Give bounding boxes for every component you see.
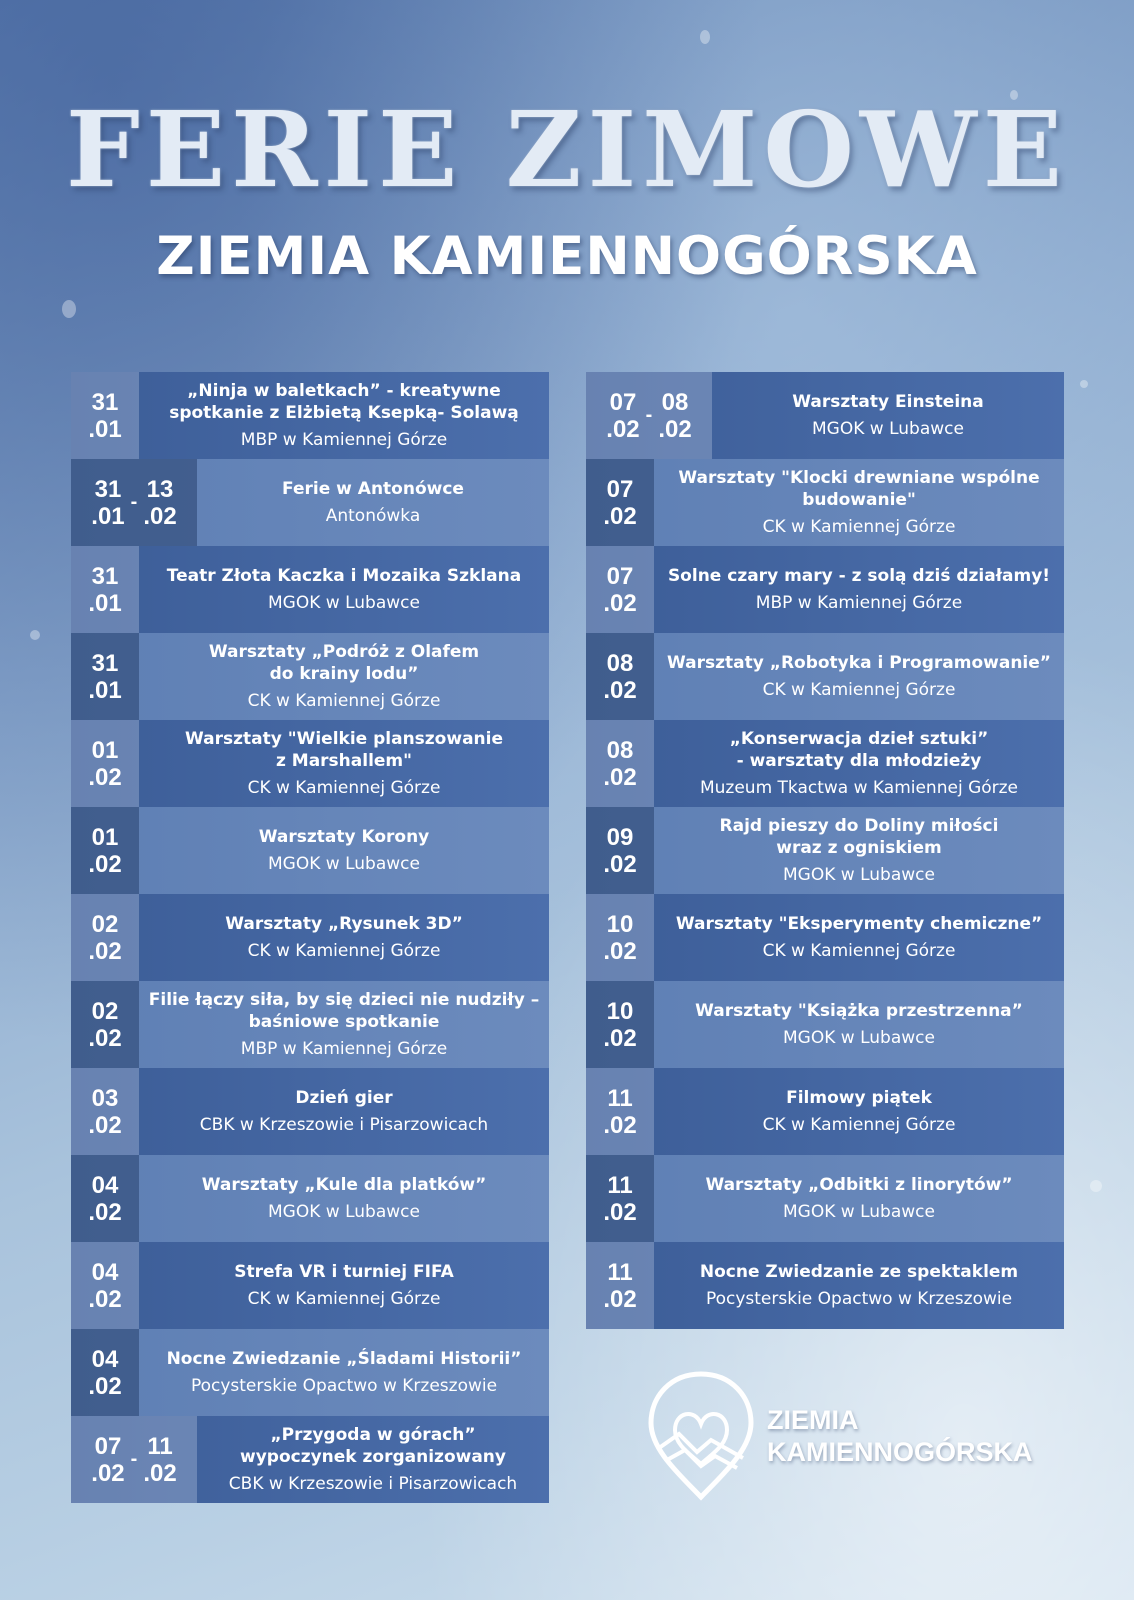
event-title: Strefa VR i turniej FIFA (234, 1262, 454, 1282)
event-info (654, 981, 1064, 1068)
event-info (654, 1155, 1064, 1242)
event-place: MGOK w Lubawce (812, 419, 964, 439)
event-date (586, 1242, 654, 1329)
event-title: Rajd pieszy do Doliny miłości wraz z ogniskiem (719, 816, 999, 858)
brand-logo (645, 1368, 1045, 1503)
event-day: 31 (91, 649, 119, 677)
event-month: .01 (88, 415, 122, 443)
event-row (586, 633, 1064, 720)
brand-logo-text (767, 1404, 1033, 1468)
event-info (712, 372, 1064, 459)
event-title: Warsztaty "Klocki drewniane wspólne budowanie" (678, 468, 1040, 510)
event-place: CK w Kamiennej Górze (247, 941, 441, 961)
event-title: „Konserwacja dzieł sztuki” - warsztaty dla młodzieży (729, 729, 989, 771)
event-row (586, 1155, 1064, 1242)
event-title: Warsztaty „Kule dla platków” (201, 1175, 487, 1195)
event-place: CK w Kamiennej Górze (762, 1115, 956, 1135)
event-month: .02 (603, 850, 637, 878)
event-place: MGOK w Lubawce (268, 854, 420, 874)
event-day: 03 (91, 1084, 119, 1112)
event-month: .02 (603, 502, 637, 530)
event-date (71, 1329, 139, 1416)
ice-speck (1090, 1180, 1102, 1192)
event-row (71, 807, 549, 894)
event-info (654, 546, 1064, 633)
event-month: .02 (658, 415, 692, 443)
event-day: 07 (606, 475, 634, 503)
event-info (139, 720, 549, 807)
event-month: .02 (91, 1459, 125, 1487)
event-date (71, 1242, 139, 1329)
event-date (71, 1155, 139, 1242)
event-title: Teatr Złota Kaczka i Mozaika Szklana (166, 566, 522, 586)
ice-speck (30, 630, 40, 640)
event-month: .02 (88, 1198, 122, 1226)
event-title: Solne czary mary - z solą dziś działamy! (667, 566, 1051, 586)
event-date (71, 1416, 197, 1503)
event-day: 11 (607, 1084, 633, 1112)
event-date (71, 981, 139, 1068)
event-place: CK w Kamiennej Górze (247, 691, 441, 711)
event-date (586, 1068, 654, 1155)
event-month: .02 (603, 676, 637, 704)
event-place: CK w Kamiennej Górze (247, 778, 441, 798)
event-month: .02 (88, 763, 122, 791)
event-title: Nocne Zwiedzanie „Śladami Historii” (166, 1349, 522, 1369)
event-day: 08 (606, 736, 634, 764)
event-row (71, 372, 549, 459)
event-date (71, 807, 139, 894)
event-row (71, 1416, 549, 1503)
event-place: MGOK w Lubawce (268, 1202, 420, 1222)
event-day: 07 (94, 1432, 122, 1460)
event-row (586, 372, 1064, 459)
event-month: .01 (88, 589, 122, 617)
event-place: MGOK w Lubawce (783, 865, 935, 885)
event-title: Warsztaty „Podróż z Olafem do krainy lodu” (208, 642, 480, 684)
event-place: CK w Kamiennej Górze (247, 1289, 441, 1309)
event-day: 02 (91, 910, 119, 938)
event-place: MBP w Kamiennej Górze (755, 593, 963, 613)
event-month: .02 (88, 1372, 122, 1400)
event-title: Nocne Zwiedzanie ze spektaklem (699, 1262, 1019, 1282)
date-range-dash: - (130, 491, 138, 513)
event-row (71, 894, 549, 981)
event-row (586, 807, 1064, 894)
event-month: .02 (603, 1024, 637, 1052)
event-info (197, 1416, 549, 1503)
event-info (139, 1329, 549, 1416)
event-row (71, 981, 549, 1068)
event-date (586, 546, 654, 633)
ice-speck (1080, 380, 1088, 388)
event-month: .02 (88, 937, 122, 965)
event-day: 04 (91, 1171, 119, 1199)
event-title: Warsztaty Korony (258, 827, 430, 847)
event-month: .02 (88, 850, 122, 878)
event-row (586, 981, 1064, 1068)
event-row (71, 1329, 549, 1416)
event-day: 09 (606, 823, 634, 851)
event-title: Warsztaty „Robotyka i Programowanie” (667, 653, 1051, 673)
event-day: 01 (91, 736, 119, 764)
event-date (71, 546, 139, 633)
event-row (71, 633, 549, 720)
brand-logo-line2: KAMIENNOGÓRSKA (767, 1436, 1033, 1467)
event-info (139, 633, 549, 720)
event-title: Warsztaty „Rysunek 3D” (225, 914, 463, 934)
event-date (71, 372, 139, 459)
event-row (586, 459, 1064, 546)
event-title: Filie łączy siła, by się dzieci nie nudziły – baśniowe spotkanie (148, 990, 540, 1032)
event-month: .02 (143, 1459, 177, 1487)
event-title: Warsztaty "Wielkie planszowanie z Marshallem" (184, 729, 503, 771)
event-place: MGOK w Lubawce (783, 1202, 935, 1222)
event-day: 11 (147, 1432, 173, 1460)
event-title: Warsztaty „Odbitki z linorytów” (705, 1175, 1013, 1195)
event-month: .02 (88, 1285, 122, 1313)
event-info (654, 894, 1064, 981)
event-row (71, 1068, 549, 1155)
event-info (654, 1068, 1064, 1155)
event-row (586, 1242, 1064, 1329)
event-day: 01 (91, 823, 119, 851)
event-day: 11 (607, 1171, 633, 1199)
event-info (197, 459, 549, 546)
event-month: .02 (603, 937, 637, 965)
event-place: Pocysterskie Opactwo w Krzeszowie (705, 1289, 1013, 1309)
date-range-dash: - (645, 404, 653, 426)
event-place: CBK w Krzeszowie i Pisarzowicach (199, 1115, 489, 1135)
event-title: Warsztaty "Eksperymenty chemiczne” (675, 914, 1043, 934)
event-date (586, 372, 712, 459)
event-info (654, 459, 1064, 546)
event-date (71, 1068, 139, 1155)
event-row (586, 1068, 1064, 1155)
event-info (139, 981, 549, 1068)
event-day: 07 (609, 388, 637, 416)
event-month: .02 (143, 502, 177, 530)
event-place: CK w Kamiennej Górze (762, 517, 956, 537)
event-month: .02 (603, 763, 637, 791)
event-month: .02 (603, 1111, 637, 1139)
event-place: CK w Kamiennej Górze (762, 941, 956, 961)
event-place: MBP w Kamiennej Górze (240, 430, 448, 450)
event-row (586, 546, 1064, 633)
event-month: .02 (88, 1111, 122, 1139)
event-day: 11 (607, 1258, 633, 1286)
event-day: 10 (606, 910, 634, 938)
event-date (586, 894, 654, 981)
event-row (586, 894, 1064, 981)
event-title: Filmowy piątek (786, 1088, 932, 1108)
event-info (654, 1242, 1064, 1329)
event-place: Muzeum Tkactwa w Kamiennej Górze (699, 778, 1019, 798)
event-place: MGOK w Lubawce (268, 593, 420, 613)
event-info (139, 807, 549, 894)
map-pin-heart-mountains-icon (645, 1368, 757, 1503)
event-day: 08 (606, 649, 634, 677)
event-info (654, 720, 1064, 807)
event-row (71, 459, 549, 546)
event-info (139, 894, 549, 981)
event-title: „Przygoda w górach” wypoczynek zorganizowany (239, 1425, 506, 1467)
event-place: MBP w Kamiennej Górze (240, 1039, 448, 1059)
event-day: 07 (606, 562, 634, 590)
event-title: „Ninja w baletkach” - kreatywne spotkanie z Elżbietą Ksepką- Solawą (169, 381, 519, 423)
events-column-left (71, 372, 549, 1503)
event-place: Antonówka (325, 506, 421, 526)
event-day: 04 (91, 1345, 119, 1373)
event-info (139, 1068, 549, 1155)
event-month: .01 (88, 676, 122, 704)
event-date (586, 720, 654, 807)
event-row (71, 1242, 549, 1329)
event-title: Warsztaty Einsteina (792, 392, 984, 412)
event-place: Pocysterskie Opactwo w Krzeszowie (190, 1376, 498, 1396)
event-info (654, 633, 1064, 720)
page-subtitle: ZIEMIA KAMIENNOGÓRSKA (156, 226, 978, 287)
event-month: .02 (606, 415, 640, 443)
event-month: .01 (91, 502, 125, 530)
ice-speck (62, 300, 76, 318)
events-column-right (586, 372, 1064, 1329)
event-place: MGOK w Lubawce (783, 1028, 935, 1048)
event-row (586, 720, 1064, 807)
event-day: 08 (661, 388, 689, 416)
event-info (654, 807, 1064, 894)
event-date (586, 459, 654, 546)
date-range-dash: - (130, 1448, 138, 1470)
event-day: 13 (146, 475, 174, 503)
event-month: .02 (88, 1024, 122, 1052)
page-title: FERIE ZIMOWE (65, 88, 1068, 211)
event-info (139, 1242, 549, 1329)
event-date (586, 633, 654, 720)
event-date (586, 807, 654, 894)
event-row (71, 546, 549, 633)
event-day: 04 (91, 1258, 119, 1286)
event-date (71, 633, 139, 720)
ice-speck (700, 30, 710, 44)
event-row (71, 720, 549, 807)
event-title: Dzień gier (295, 1088, 393, 1108)
event-day: 10 (606, 997, 634, 1025)
event-title: Warsztaty "Książka przestrzenna” (695, 1001, 1023, 1021)
event-date (586, 981, 654, 1068)
event-date (71, 459, 197, 546)
event-info (139, 546, 549, 633)
event-month: .02 (603, 1198, 637, 1226)
event-info (139, 1155, 549, 1242)
event-date (71, 894, 139, 981)
event-month: .02 (603, 1285, 637, 1313)
event-date (71, 720, 139, 807)
event-info (139, 372, 549, 459)
event-title: Ferie w Antonówce (282, 479, 464, 499)
event-day: 31 (94, 475, 122, 503)
event-day: 31 (91, 388, 119, 416)
event-row (71, 1155, 549, 1242)
event-date (586, 1155, 654, 1242)
event-month: .02 (603, 589, 637, 617)
event-place: CK w Kamiennej Górze (762, 680, 956, 700)
event-day: 31 (91, 562, 119, 590)
brand-logo-line1: ZIEMIA (767, 1404, 859, 1435)
event-place: CBK w Krzeszowie i Pisarzowicach (228, 1474, 518, 1494)
event-day: 02 (91, 997, 119, 1025)
